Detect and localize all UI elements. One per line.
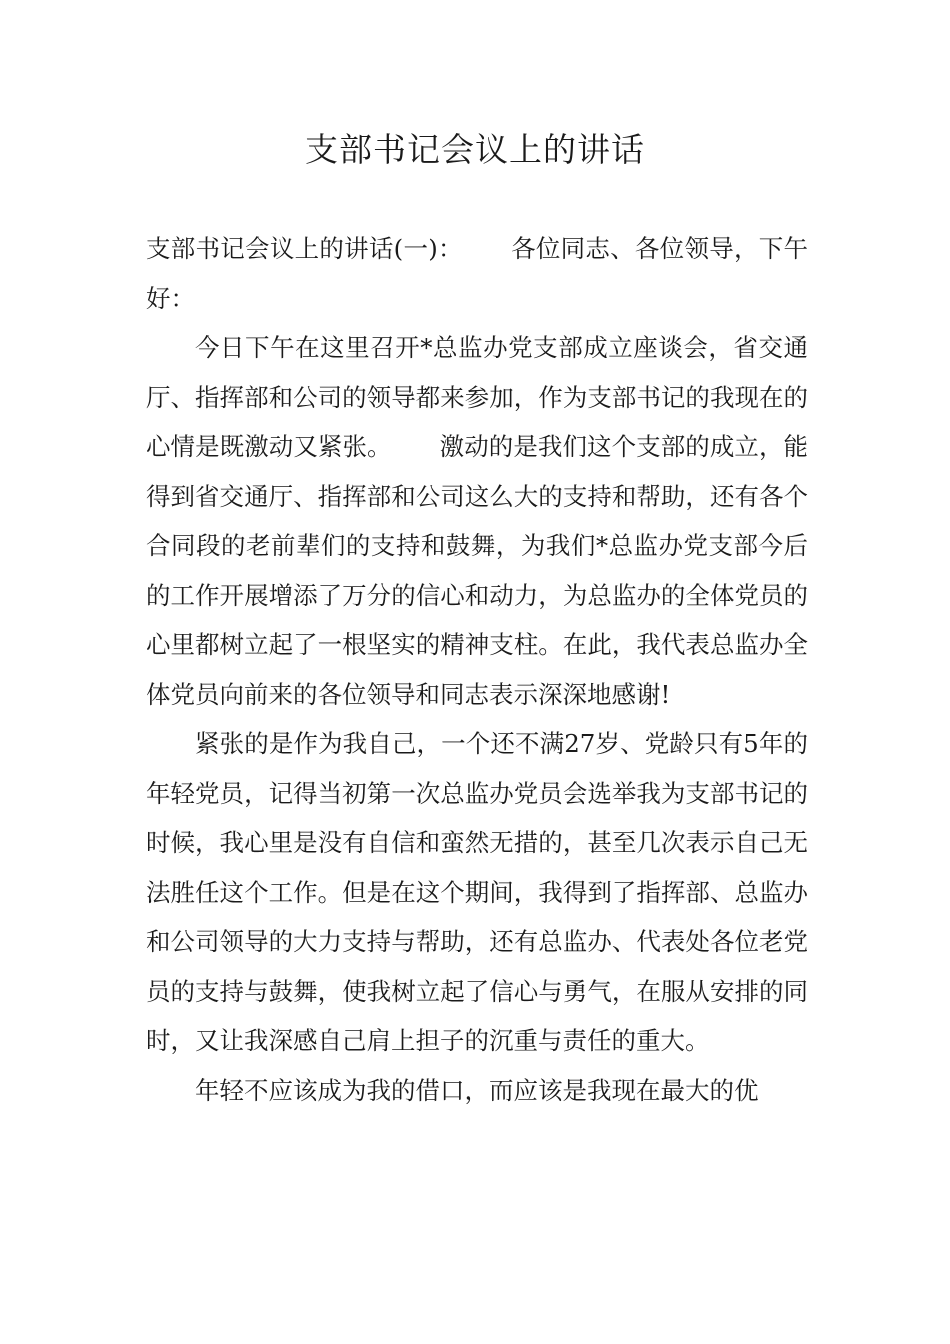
opening-greeting: 各位同志、各位领导，下午好： — [146, 234, 808, 313]
document-title: 支部书记会议上的讲话 — [305, 130, 645, 169]
paragraph-1-part-1: 今日下午在这里召开*总监办党支部成立座谈会，省交通厅、指挥部和公司的领导都来参加，作为支部书记的我现在的心情是既激动又紧张。 — [146, 333, 808, 461]
document-body — [146, 224, 808, 1115]
paragraph-1 — [146, 323, 808, 719]
paragraph-1-part-2: 激动的是我们这个支部的成立，能得到省交通厅、指挥部和公司这么大的支持和帮助，还有各个合同段的老前辈们的支持和鼓舞，为我们*总监办党支部今后的工作开展增添了万分的信心和动力，为总监办的全体党员的心里都树立起了一根坚实的精神支柱。在此，我代表总监办全体党员向前来的各位领导和同志表示深深地感谢! — [146, 432, 809, 709]
opening-heading: 支部书记会议上的讲话(一)： — [146, 234, 463, 263]
opening-paragraph — [146, 224, 808, 323]
paragraph-2: 紧张的是作为我自己，一个还不满27岁、党龄只有5年的年轻党员，记得当初第一次总监办党员会选举我为支部书记的时候，我心里是没有自信和蛮然无措的，甚至几次表示自己无法胜任这个工作。但是在这个期间，我得到了指挥部、总监办和公司领导的大力支持与帮助，还有总监办、代表处各位老党员的支持与鼓舞，使我树立起了信心与勇气，在服从安排的同时，又让我深感自己肩上担子的沉重与责任的重大。 — [146, 729, 808, 1055]
paragraph-3: 年轻不应该成为我的借口，而应该是我现在最大的优 — [195, 1075, 759, 1105]
